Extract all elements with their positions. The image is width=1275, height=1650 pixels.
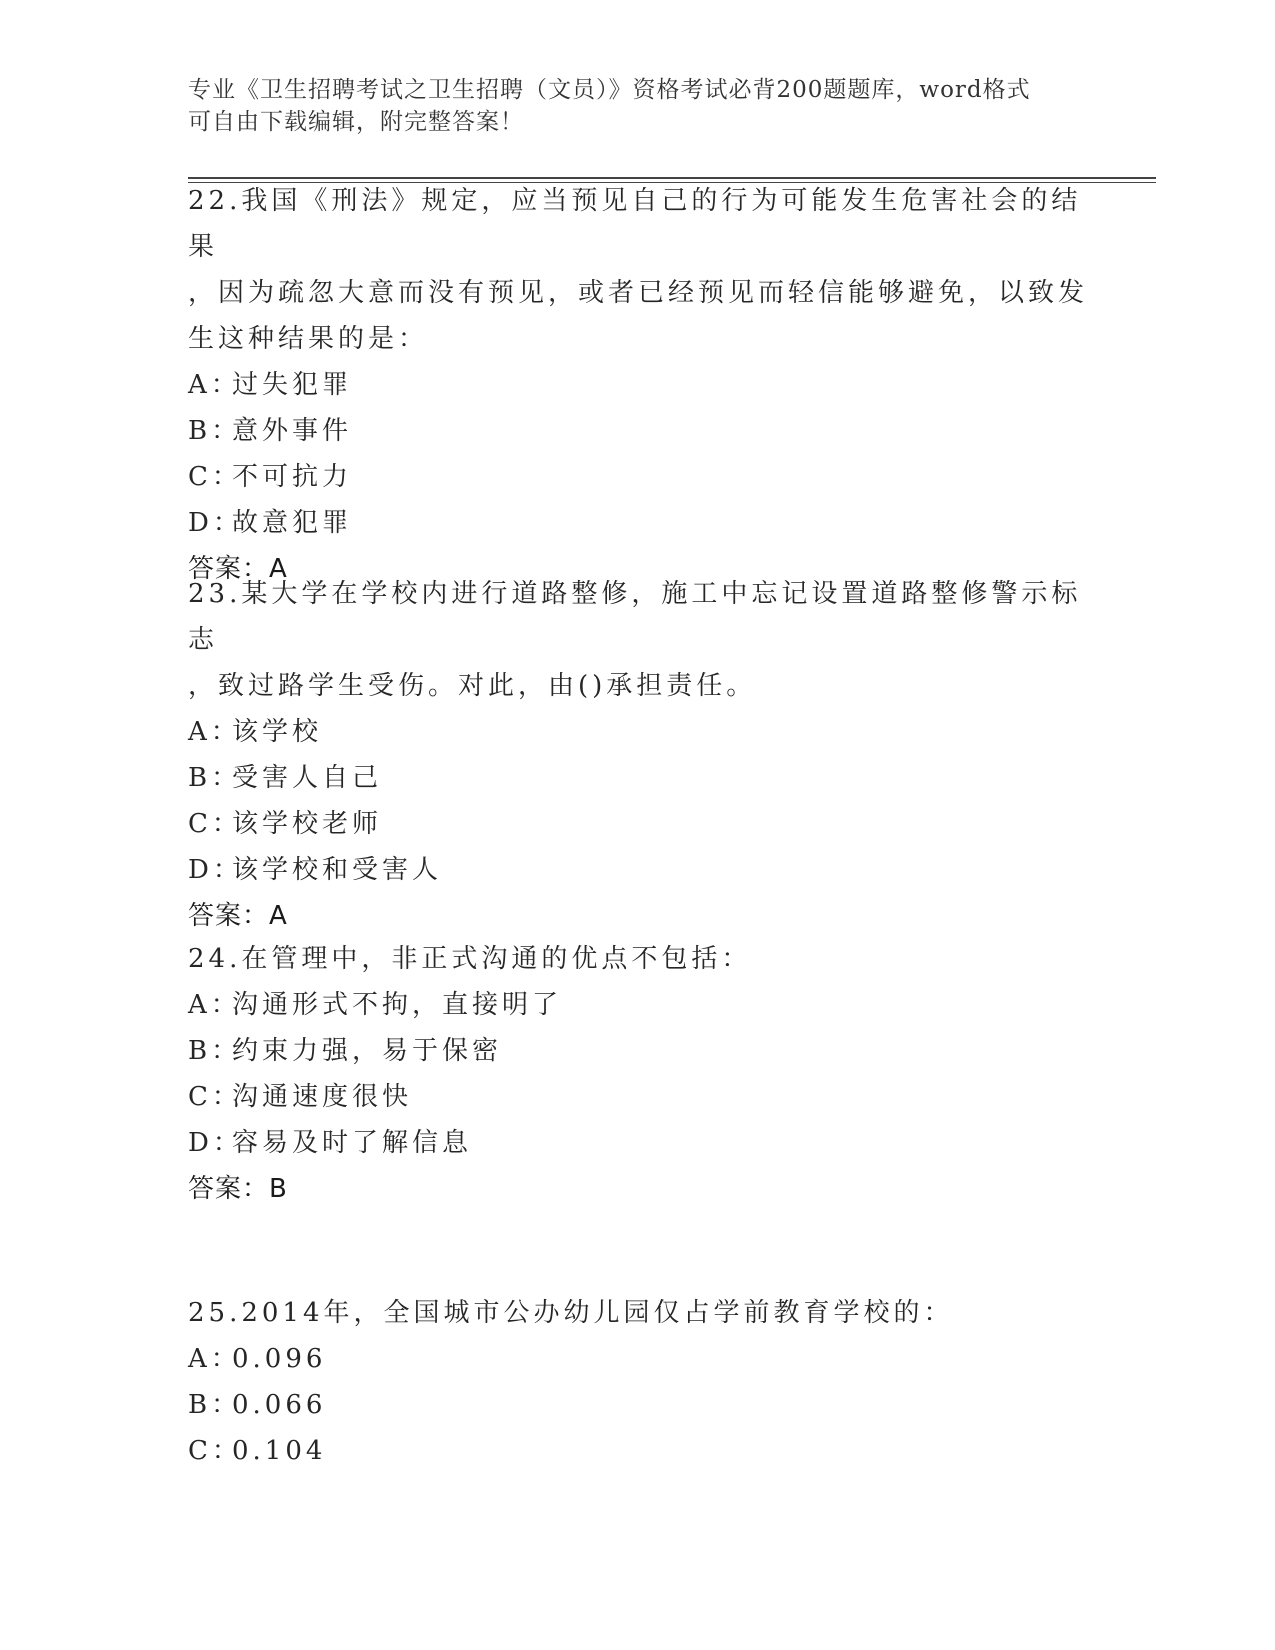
option-key: D： (188, 1128, 243, 1158)
question-24 (188, 936, 1088, 1212)
option-a (188, 1336, 1088, 1382)
question-23 (188, 571, 1088, 939)
option-a (188, 362, 1088, 408)
option-text: 约束力强，易于保密 (232, 1036, 503, 1066)
option-key: A： (188, 717, 241, 747)
option-text: 过失犯罪 (232, 370, 353, 400)
answer-line: 答案：B (188, 1174, 288, 1204)
option-text: 意外事件 (232, 416, 353, 446)
question-stem-line: 生这种结果的是： (188, 324, 429, 354)
option-text: 0.066 (232, 1390, 327, 1420)
option-c (188, 1428, 1088, 1474)
header-line-1: 专业《卫生招聘考试之卫生招聘（文员）》资格考试必背200题题库，word格式 (188, 77, 1031, 103)
option-key: C： (188, 1436, 242, 1466)
option-c (188, 454, 1088, 500)
option-text: 0.104 (232, 1436, 327, 1466)
question-stem-line: 22.我国《刑法》规定，应当预见自己的行为可能发生危害社会的结果 (188, 186, 1082, 262)
option-key: D： (188, 508, 243, 538)
option-text: 沟通形式不拘，直接明了 (232, 990, 563, 1020)
option-key: C： (188, 809, 242, 839)
option-b (188, 1382, 1088, 1428)
document-header (188, 74, 1088, 138)
option-text: 故意犯罪 (232, 508, 353, 538)
option-d (188, 847, 1088, 893)
question-stem-line: 24.在管理中，非正式沟通的优点不包括： (188, 944, 752, 974)
option-b (188, 755, 1088, 801)
option-key: B： (188, 1390, 242, 1420)
option-text: 受害人自己 (232, 763, 383, 793)
option-text: 容易及时了解信息 (232, 1128, 473, 1158)
option-c (188, 1074, 1088, 1120)
question-22 (188, 178, 1088, 592)
option-key: B： (188, 763, 242, 793)
question-stem-line: 25.2014年，全国城市公办幼儿园仅占学前教育学校的： (188, 1298, 954, 1328)
question-25 (188, 1290, 1088, 1474)
option-key: D： (188, 855, 243, 885)
header-line-2: 可自由下载编辑，附完整答案！ (188, 109, 524, 135)
option-text: 该学校 (232, 717, 323, 747)
option-key: B： (188, 416, 242, 446)
option-c (188, 801, 1088, 847)
option-key: B： (188, 1036, 242, 1066)
question-stem-line: ，因为疏忽大意而没有预见，或者已经预见而轻信能够避免，以致发 (188, 278, 1089, 308)
option-b (188, 408, 1088, 454)
question-stem-line: 23.某大学在学校内进行道路整修，施工中忘记设置道路整修警示标志 (188, 579, 1082, 655)
option-d (188, 1120, 1088, 1166)
option-key: A： (188, 1344, 241, 1374)
question-stem-line: ，致过路学生受伤。对此，由()承担责任。 (188, 671, 757, 701)
option-text: 该学校和受害人 (232, 855, 443, 885)
option-a (188, 709, 1088, 755)
option-key: C： (188, 462, 242, 492)
option-key: A： (188, 990, 241, 1020)
option-text: 0.096 (232, 1344, 327, 1374)
option-d (188, 500, 1088, 546)
option-b (188, 1028, 1088, 1074)
answer-line: 答案：A (188, 554, 288, 584)
answer-line: 答案：A (188, 901, 288, 931)
option-a (188, 982, 1088, 1028)
option-text: 不可抗力 (232, 462, 353, 492)
option-text: 沟通速度很快 (232, 1082, 413, 1112)
option-key: C： (188, 1082, 242, 1112)
option-key: A： (188, 370, 241, 400)
option-text: 该学校老师 (232, 809, 383, 839)
